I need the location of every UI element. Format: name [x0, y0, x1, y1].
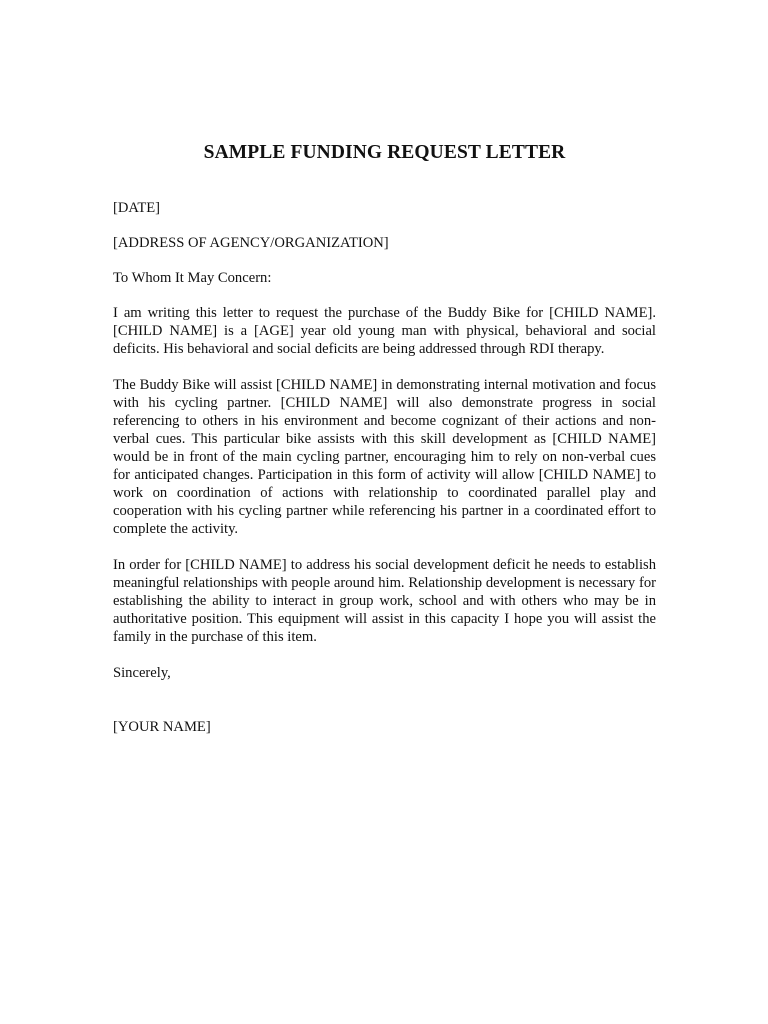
closing: Sincerely, — [113, 665, 171, 681]
paragraph-buddy-bike: The Buddy Bike will assist [CHILD NAME] in demonstrating internal motivation and focus with his cycling partner. [CHILD NAME] will also demonstrate progress in social referencing to others in his environment and become cognizant of their actions and non-verbal cues. This particular bike assists with this skill development as [CHILD NAME] would be in front of the main cycling partner, encouraging him to rely on non-verbal cues for anticipated changes. Participation in this form of activity will allow [CHILD NAME] to work on coordination of actions with relationship to coordinated parallel play and cooperation with his cycling partner while referencing his partner in a coordinated effort to complete the activity. — [113, 377, 656, 537]
salutation: To Whom It May Concern: — [113, 270, 272, 286]
date-line: [DATE] — [113, 200, 161, 216]
signature-name: [YOUR NAME] — [113, 719, 211, 735]
paragraph-intro: I am writing this letter to request the purchase of the Buddy Bike for [CHILD NAME]. [CHILD NAME] is a [AGE] year old young man with physical, behavioral and social deficits. His behavioral and social deficits are being addressed through RDI therapy. — [113, 305, 656, 357]
letter-title: SAMPLE FUNDING REQUEST LETTER — [203, 142, 566, 163]
letter-body — [113, 141, 656, 736]
address-line: [ADDRESS OF AGENCY/ORGANIZATION] — [113, 235, 389, 251]
paragraph-social-development: In order for [CHILD NAME] to address his social development deficit he needs to establish meaningful relationships with people around him. Relationship development is necessary for establishing the ability to interact in group work, school and with others who may be in authoritative position. This equipment will assist in this capacity I hope you will assist the family in the purchase of this item. — [113, 557, 656, 645]
